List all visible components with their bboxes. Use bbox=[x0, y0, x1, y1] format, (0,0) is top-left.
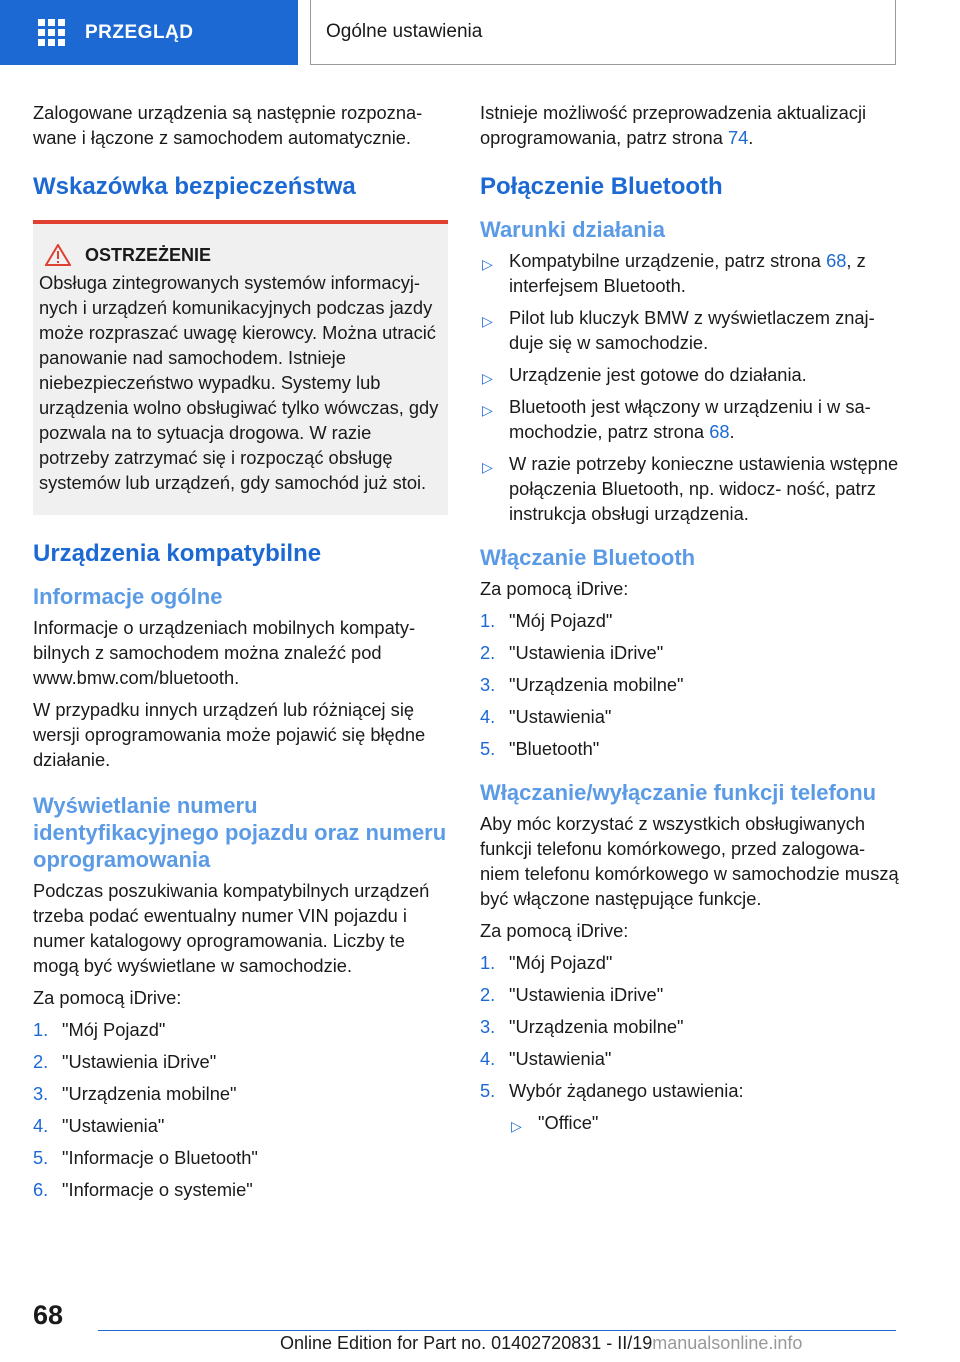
list-item: 5. "Bluetooth" bbox=[480, 738, 600, 759]
list-item: ▷ "Office" bbox=[509, 1110, 900, 1135]
triangle-bullet-icon: ▷ bbox=[482, 402, 493, 418]
list-item: 3. "Urządzenia mobilne" bbox=[33, 1083, 237, 1104]
general-heading: Informacje ogólne bbox=[33, 584, 223, 609]
vin-heading: Wyświetlanie numeru identyfikacyjnego pojazdu oraz numeru oprogramowania bbox=[33, 793, 447, 872]
list-item: 4. "Ustawienia" bbox=[480, 1048, 612, 1069]
page-link-68[interactable]: 68 bbox=[826, 250, 847, 271]
sub-list bbox=[509, 1110, 900, 1135]
list-item: 6. "Informacje o systemie" bbox=[33, 1179, 253, 1200]
list-item: 1. "Mój Pojazd" bbox=[480, 610, 613, 631]
overview-nav-button[interactable] bbox=[0, 0, 298, 65]
update-paragraph: Istnieje możliwość przeprowadzenia aktualizacji oprogramowania, patrz strona 74. bbox=[480, 102, 867, 148]
general-paragraph-1: Informacje o urządzeniach mobilnych kompaty- bilnych z samochodem można znaleźć pod www.bmw.com/bluetooth. bbox=[33, 617, 416, 688]
list-item: 1. "Mój Pojazd" bbox=[480, 952, 613, 973]
list-item: 5. "Informacje o Bluetooth" bbox=[33, 1147, 258, 1168]
conditions-heading: Warunki działania bbox=[480, 217, 666, 242]
enable-steps-list bbox=[480, 608, 900, 761]
list-item: ▷ Urządzenie jest gotowe do działania. bbox=[480, 362, 900, 387]
triangle-bullet-icon: ▷ bbox=[482, 256, 493, 272]
idrive-label-2: Za pomocą iDrive: bbox=[480, 920, 629, 941]
list-item: 1. "Mój Pojazd" bbox=[33, 1019, 166, 1040]
section-title: Ogólne ustawienia bbox=[310, 0, 896, 65]
list-item: 5. Wybór żądanego ustawienia: ▷ "Office" bbox=[480, 1078, 900, 1135]
page-link-68[interactable]: 68 bbox=[709, 421, 730, 442]
list-item: 4. "Ustawienia" bbox=[33, 1115, 165, 1136]
conditions-list bbox=[480, 248, 900, 526]
warning-box bbox=[33, 220, 448, 515]
phone-paragraph: Aby móc korzystać z wszystkich obsługiwanych funkcji telefonu komórkowego, przed zalogowa- niem telefonu komórkowego w samochodzie muszą być włączone następujące funkcje. bbox=[480, 813, 899, 909]
warning-text: Obsługa zintegrowanych systemów informacyj- nych i urządzeń komunikacyjnych podczas jazdy może rozpraszać uwagę kierowcy. Można utracić panowanie nad samochodem. Istnieje niebezpieczeństwo wypadku. Systemy lub urządzenia wolno obsługiwać tylko wówczas, gdy pozwala na to sytuacja drogowa. W razie potrzeby zatrzymać się i rozpocząć obsługę systemów lub urządzeń, gdy samochód już stoi. bbox=[39, 272, 439, 493]
idrive-label: Za pomocą iDrive: bbox=[33, 987, 182, 1008]
warning-triangle-icon bbox=[45, 244, 71, 266]
list-item: 3. "Urządzenia mobilne" bbox=[480, 674, 684, 695]
general-paragraph-2: W przypadku innych urządzeń lub różniącej się wersji oprogramowania może pojawić się błędne działanie. bbox=[33, 699, 426, 770]
warning-label: OSTRZEŻENIE bbox=[85, 244, 212, 265]
list-item: 3. "Urządzenia mobilne" bbox=[480, 1016, 684, 1037]
triangle-bullet-icon: ▷ bbox=[482, 370, 493, 386]
phone-heading: Włączanie/wyłączanie funkcji telefonu bbox=[480, 780, 877, 805]
vin-steps-list bbox=[33, 1017, 448, 1202]
list-item: ▷ W razie potrzeby konieczne ustawienia wstępne połączenia Bluetooth, np. widocz- ność, patrz instrukcja obsługi urządzenia. bbox=[482, 453, 899, 524]
intro-paragraph: Zalogowane urządzenia są następnie rozpozna- wane i łączone z samochodem automatycznie. bbox=[33, 102, 423, 148]
triangle-bullet-icon: ▷ bbox=[482, 313, 493, 329]
enable-heading: Włączanie Bluetooth bbox=[480, 545, 696, 570]
list-item: 2. "Ustawienia iDrive" bbox=[480, 984, 664, 1005]
overview-nav-label: PRZEGLĄD bbox=[85, 21, 194, 43]
right-column bbox=[480, 100, 900, 1142]
vin-paragraph: Podczas poszukiwania kompatybilnych urządzeń trzeba podać ewentualny numer VIN pojazdu i numer katalogowy oprogramowania. Liczby te mogą być wyświetlane w samochodzie. bbox=[33, 880, 430, 976]
grid-menu-icon bbox=[38, 19, 65, 46]
compat-heading: Urządzenia kompatybilne bbox=[33, 540, 322, 567]
triangle-bullet-icon: ▷ bbox=[511, 1118, 522, 1134]
idrive-label: Za pomocą iDrive: bbox=[480, 578, 629, 599]
list-item: 4. "Ustawienia" bbox=[480, 706, 612, 727]
list-item: ▷ Pilot lub kluczyk BMW z wyświetlaczem znaj- duje się w samochodzie. bbox=[482, 307, 875, 353]
list-item: 2. "Ustawienia iDrive" bbox=[33, 1051, 217, 1072]
triangle-bullet-icon: ▷ bbox=[482, 459, 493, 475]
footer-edition: Online Edition for Part no. 01402720831 - II/19manualsonline.info bbox=[280, 1333, 803, 1353]
list-item: ▷ Bluetooth jest włączony w urządzeniu i w sa- mochodzie, patrz strona 68. bbox=[482, 396, 871, 442]
footer-site: manualsonline.info bbox=[652, 1333, 803, 1353]
footer-divider bbox=[98, 1330, 896, 1331]
left-column bbox=[33, 100, 448, 1209]
page-link-74[interactable]: 74 bbox=[727, 127, 749, 148]
list-item: 2. "Ustawienia iDrive" bbox=[480, 642, 664, 663]
bluetooth-heading: Połączenie Bluetooth bbox=[480, 173, 723, 200]
list-item: ▷ Kompatybilne urządzenie, patrz strona 68, z interfejsem Bluetooth. bbox=[482, 250, 866, 296]
phone-steps-list bbox=[480, 950, 900, 1135]
safety-heading: Wskazówka bezpieczeństwa bbox=[33, 173, 356, 200]
page-number: 68 bbox=[33, 1300, 64, 1330]
